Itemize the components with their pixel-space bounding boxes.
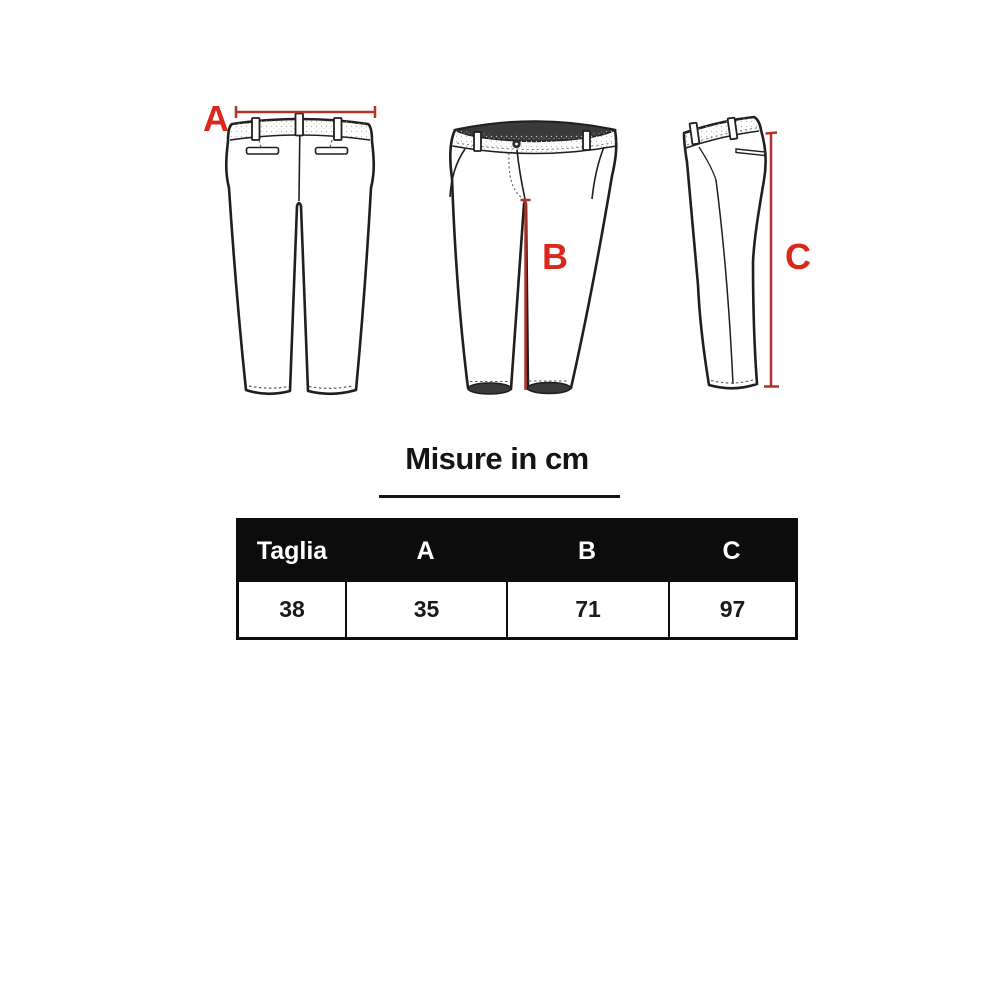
header-a: A [416,537,435,565]
pants-front-view-diagram [430,100,630,420]
pants-back-view-diagram [190,90,390,410]
header-taglia: Taglia [256,537,328,565]
pants-front-outline [450,122,616,392]
measure-line-a [236,106,375,118]
cell-b-value: 71 [506,582,668,637]
title-underline [379,495,620,498]
pants-side-view-diagram [655,100,830,420]
cell-c-value: 97 [668,582,795,637]
hem-openings [468,383,571,395]
measure-label-b: B [542,236,568,277]
header-b: B [577,537,597,565]
cell-taglia-value: 38 [279,596,305,622]
size-table-header-row [239,521,795,582]
waist-button-hole [515,143,518,146]
cell-a-value: 35 [345,582,506,637]
pants-side-outline [684,117,766,388]
page-title: Misure in cm [405,441,589,476]
measure-label-c: C [785,236,811,277]
header-c: C [722,537,741,565]
measure-label-a: A [203,98,229,139]
size-table-data-row [239,582,795,637]
size-table [236,518,798,640]
